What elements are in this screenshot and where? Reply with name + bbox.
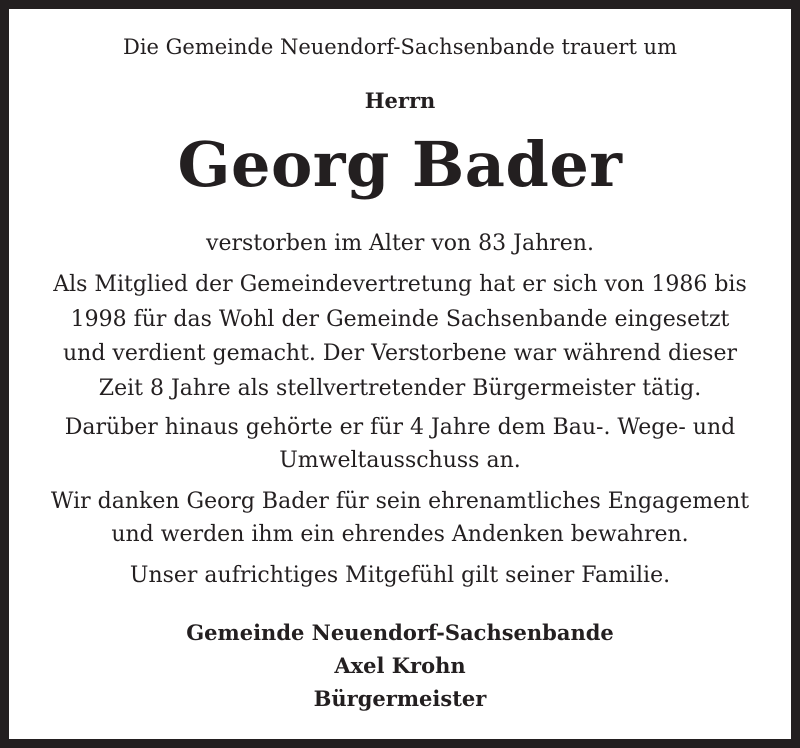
signature-organization: Gemeinde Neuendorf-Sachsenbande <box>186 620 614 645</box>
signature-role: Bürgermeister <box>313 686 487 711</box>
paragraph-line: 1998 für das Wohl der Gemeinde Sachsenbande eingesetzt <box>70 307 730 332</box>
deceased-name: Georg Bader <box>177 128 623 201</box>
salutation: Herrn <box>364 88 436 113</box>
paragraph-line: Wir danken Georg Bader für sein ehrenamtliches Engagement <box>50 489 750 514</box>
notice-intro: Die Gemeinde Neuendorf-Sachsenbande trauert um <box>122 35 677 59</box>
paragraph-line: Darüber hinaus gehörte er für 4 Jahre dem Bau-. Wege- und <box>64 415 736 440</box>
paragraph-line: und werden ihm ein ehrendes Andenken bewahren. <box>111 522 689 547</box>
paragraph-line: und verdient gemacht. Der Verstorbene war während dieser <box>63 341 737 366</box>
age-line: verstorben im Alter von 83 Jahren. <box>206 231 594 256</box>
paragraph-line: Als Mitglied der Gemeindevertretung hat er sich von 1986 bis <box>53 272 747 297</box>
paragraph-line: Unser aufrichtiges Mitgefühl gilt seiner Familie. <box>129 563 671 588</box>
signature-person: Axel Krohn <box>334 653 466 678</box>
paragraph-line: Zeit 8 Jahre als stellvertretender Bürgermeister tätig. <box>98 376 702 401</box>
paragraph-line: Umweltausschuss an. <box>279 448 521 473</box>
